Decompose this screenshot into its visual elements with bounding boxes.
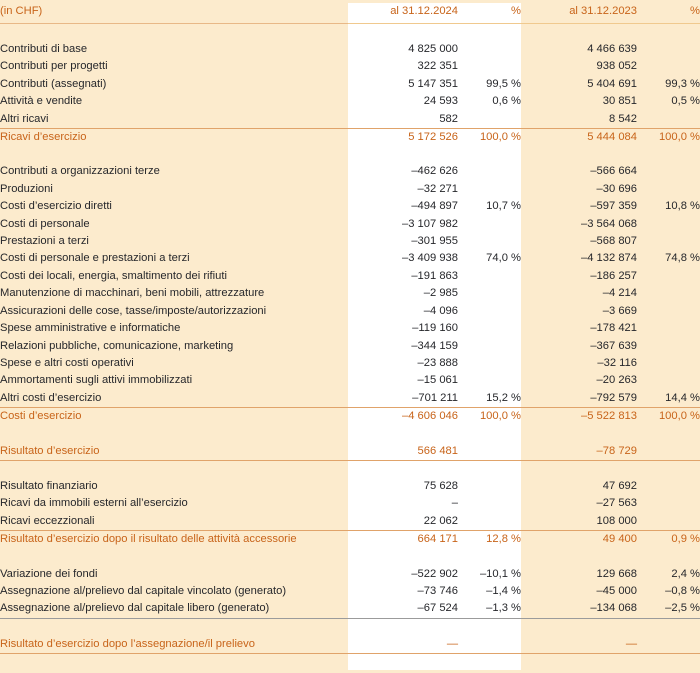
spacer-cell [521,24,637,42]
spacer-cell [0,618,348,636]
row-label: Manutenzione di macchinari, beni mobili, attrezzature [0,287,265,300]
row-value-2023: 4 466 639 [587,43,637,55]
table-row [0,163,700,180]
row-value-2023: –20 263 [596,374,637,387]
row-pct-2024 [458,111,521,129]
row-label: Altri ricavi [0,111,348,129]
row-label: Produzioni [0,182,53,195]
table-row-total-ricavi [0,129,700,147]
row-value-2024: –462 626 [411,165,458,178]
spacer-cell [521,146,637,163]
row-value-2023: — [521,636,637,654]
row-pct-2024 [458,513,521,531]
row-pct-2023: 100,0 % [658,410,700,423]
row-pct-2024 [458,163,521,180]
row-pct-2024: 10,7 % [486,200,521,213]
table-row [0,76,700,93]
row-value-2024: –494 897 [411,200,458,213]
row-pct-2024 [458,320,521,337]
row-label: Risultato d’esercizio [0,443,348,461]
spacer-cell [458,460,521,478]
table-row [0,320,700,337]
row-value-2024: 24 593 [423,95,458,108]
spacer-cell [458,426,521,443]
row-value-2023: –27 563 [596,497,637,510]
row-pct-2023 [637,636,700,654]
spacer-cell [637,549,700,566]
spacer-cell [348,460,458,478]
row-value-2024: 566 481 [348,443,458,461]
row-label: Costi d’esercizio [0,410,82,423]
row-label: Contributi di base [0,43,88,55]
row-label: Risultato finanziario [0,479,98,492]
spacer-cell [521,426,637,443]
row-label: Risultato d’esercizio dopo l’assegnazione/il prelievo [0,636,348,654]
row-pct-2024 [458,41,521,58]
spacer-cell [521,460,637,478]
row-value-2023: –134 068 [521,600,637,618]
table-row [0,390,700,408]
row-value-2024: –119 160 [412,322,458,335]
row-pct-2024: 74,0 % [486,252,521,265]
row-label: Attività e vendite [0,95,83,108]
row-pct-2023 [637,495,700,512]
row-value-2024: –4 606 046 [402,410,458,423]
row-pct-2023: 0,9 % [671,533,700,546]
row-value-2023: 129 668 [596,567,637,580]
row-value-2023: –3 669 [602,304,637,317]
row-value-2023: –3 564 068 [581,217,637,230]
row-value-2024: –4 096 [423,304,458,317]
row-pct-2023 [637,338,700,355]
row-value-2023: –178 421 [590,322,637,335]
row-value-2023: –78 729 [521,443,637,461]
row-pct-2024 [458,372,521,389]
table-row [0,250,700,267]
spacer-row [0,460,700,478]
row-value-2024: 322 351 [417,60,458,73]
row-pct-2023 [637,233,700,250]
row-value-2024: 4 825 000 [408,43,458,55]
spacer-row [0,618,700,636]
row-label: Prestazioni a terzi [0,235,89,248]
table-row [0,495,700,512]
row-value-2024: — [348,636,458,654]
spacer-row [0,549,700,566]
row-label: Ammortamenti sugli attivi immobilizzati [0,374,193,387]
row-value-2023: 30 851 [602,95,637,108]
row-value-2023: –792 579 [521,390,637,408]
table-row [0,513,700,531]
row-label: Risultato d’esercizio dopo il risultato delle attività accessorie [0,533,297,546]
row-value-2023: –5 522 813 [581,410,637,423]
row-value-2024: 5 147 351 [408,77,458,90]
spacer-cell [521,618,637,636]
table-row [0,233,700,250]
row-label: Ricavi da immobili esterni all’esercizio [0,497,188,510]
table-row-risultato-finale [0,636,700,654]
table-row [0,58,700,75]
row-value-2023: –186 257 [590,269,637,282]
row-pct-2023 [637,163,700,180]
row-pct-2024: –10,1 % [479,567,521,580]
row-value-2023: –30 696 [596,182,637,195]
row-value-2024: –67 524 [348,600,458,618]
spacer-cell [637,460,700,478]
row-pct-2024 [458,303,521,320]
spacer-cell [521,549,637,566]
row-pct-2023: 14,4 % [637,390,700,408]
spacer-cell [637,146,700,163]
row-pct-2023 [637,111,700,129]
row-value-2024: –301 955 [411,235,458,248]
row-value-2024: 22 062 [348,513,458,531]
spacer-row [0,24,700,42]
row-value-2023: –4 132 874 [581,252,637,265]
row-value-2024: –23 888 [417,356,458,369]
row-label: Relazioni pubbliche, comunicazione, marketing [0,339,234,352]
row-label: Costi di personale [0,217,90,230]
row-pct-2023 [637,443,700,461]
spacer-cell [458,549,521,566]
row-value-2024: –32 271 [417,182,458,195]
column-header-v2023: al 31.12.2023 [521,0,637,24]
spacer-cell [637,426,700,443]
column-header-label: (in CHF) [0,0,348,24]
spacer-row [0,146,700,163]
row-pct-2024 [458,636,521,654]
row-value-2024: –191 863 [411,269,458,282]
row-pct-2023: 100,0 % [658,131,700,144]
table-row [0,181,700,198]
table-row [0,111,700,129]
spacer-cell [348,618,458,636]
table-row [0,355,700,372]
row-pct-2023 [637,268,700,285]
spacer-cell [458,146,521,163]
table-row [0,303,700,320]
table-row-total-costi [0,408,700,426]
table-row [0,372,700,389]
row-value-2024: 582 [348,111,458,129]
row-value-2024: –3 107 982 [402,217,458,230]
row-value-2024: 664 171 [417,533,458,546]
row-value-2023: 108 000 [521,513,637,531]
row-pct-2023 [637,513,700,531]
row-pct-2023: –0,8 % [665,584,700,597]
row-pct-2023 [637,355,700,372]
spacer-cell [0,146,348,163]
column-header-p2024: % [458,0,521,24]
column-header-v2024: al 31.12.2024 [348,0,458,24]
table-row [0,41,700,58]
row-pct-2024: 100,0 % [479,410,521,423]
row-pct-2024: 100,0 % [479,131,521,144]
row-label: Contributi (assegnati) [0,77,107,90]
row-label: Assicurazioni delle cose, tasse/imposte/autorizzazioni [0,304,267,317]
table-row-risultato-accessorie [0,531,700,549]
row-value-2023: 5 444 084 [587,131,637,144]
table-row [0,216,700,233]
spacer-cell [458,618,521,636]
table-row [0,198,700,215]
row-value-2023: 8 542 [521,111,637,129]
row-value-2023: 5 404 691 [587,77,637,90]
row-pct-2023: 74,8 % [665,252,700,265]
column-header-p2023: % [637,0,700,24]
spacer-cell [637,24,700,42]
row-value-2024: –344 159 [411,339,458,352]
row-pct-2024 [458,495,521,512]
row-pct-2024: –1,4 % [486,584,521,597]
table-header-row [0,0,700,24]
row-pct-2024 [458,285,521,302]
row-value-2023: –597 359 [590,200,637,213]
row-label: Assegnazione al/prelievo dal capitale libero (generato) [0,600,348,618]
row-pct-2024 [458,268,521,285]
spacer-cell [637,618,700,636]
row-value-2024: –701 211 [348,390,458,408]
row-pct-2024 [458,58,521,75]
row-value-2024: 5 172 526 [408,131,458,144]
row-label: Assegnazione al/prelievo dal capitale vincolato (generato) [0,584,287,597]
spacer-cell [458,24,521,42]
row-label: Variazione dei fondi [0,567,98,580]
table-row [0,600,700,618]
row-value-2023: –566 664 [590,165,637,178]
spacer-cell [348,426,458,443]
row-value-2024: 75 628 [423,479,458,492]
row-pct-2024: –1,3 % [458,600,521,618]
row-label: Ricavi eccezzionali [0,513,348,531]
row-pct-2023 [637,372,700,389]
row-pct-2023 [637,478,700,495]
row-label: Ricavi d’esercizio [0,131,87,144]
row-pct-2023 [637,41,700,58]
row-pct-2023: 99,3 % [665,77,700,90]
row-pct-2023: 10,8 % [665,200,700,213]
spacer-cell [348,146,458,163]
row-pct-2023 [637,216,700,233]
row-value-2023: –4 214 [602,287,637,300]
row-value-2024: –2 985 [423,287,458,300]
row-value-2023: –367 639 [590,339,637,352]
row-value-2024: –3 409 938 [402,252,458,265]
row-pct-2024 [458,338,521,355]
row-pct-2024: 0,6 % [492,95,521,108]
row-pct-2024: 99,5 % [486,77,521,90]
row-pct-2023: –2,5 % [637,600,700,618]
spacer-cell [0,460,348,478]
spacer-cell [348,24,458,42]
row-label: Costi dei locali, energia, smaltimento dei rifiuti [0,269,227,282]
table-row [0,583,700,600]
row-label: Contributi per progetti [0,60,108,73]
row-label: Spese amministrative e informatiche [0,322,181,335]
spacer-cell [0,426,348,443]
row-pct-2024 [458,355,521,372]
row-value-2023: 938 052 [596,60,637,73]
row-value-2023: –568 807 [590,235,637,248]
row-pct-2023: 0,5 % [671,95,700,108]
spacer-row [0,426,700,443]
table-row [0,566,700,583]
row-label: Contributi a organizzazioni terze [0,165,160,178]
row-value-2023: 47 692 [602,479,637,492]
table-row [0,268,700,285]
row-pct-2024 [458,181,521,198]
row-value-2024: –73 746 [417,584,458,597]
row-pct-2023: 2,4 % [671,567,700,580]
spacer-cell [0,24,348,42]
row-label: Spese e altri costi operativi [0,356,134,369]
row-pct-2024 [458,478,521,495]
row-label: Costi d’esercizio diretti [0,200,112,213]
table-row [0,93,700,110]
row-value-2023: –32 116 [597,356,637,369]
row-pct-2024 [458,443,521,461]
row-pct-2023 [637,320,700,337]
row-value-2024: –522 902 [411,567,458,580]
spacer-cell [348,549,458,566]
row-value-2023: 49 400 [602,533,637,546]
row-pct-2023 [637,285,700,302]
row-value-2023: –45 000 [596,584,637,597]
row-pct-2023 [637,58,700,75]
table-row-risultato-esercizio [0,443,700,461]
row-pct-2024 [458,216,521,233]
row-label: Altri costi d’esercizio [0,390,348,408]
spacer-cell [0,549,348,566]
table-row [0,285,700,302]
row-pct-2024: 12,8 % [486,533,521,546]
table-row [0,478,700,495]
row-pct-2023 [637,303,700,320]
row-value-2024: –15 061 [417,374,458,387]
table-row [0,338,700,355]
row-pct-2024: 15,2 % [458,390,521,408]
row-pct-2023 [637,181,700,198]
row-pct-2024 [458,233,521,250]
row-value-2024: – [451,497,458,510]
row-label: Costi di personale e prestazioni a terzi [0,252,190,265]
